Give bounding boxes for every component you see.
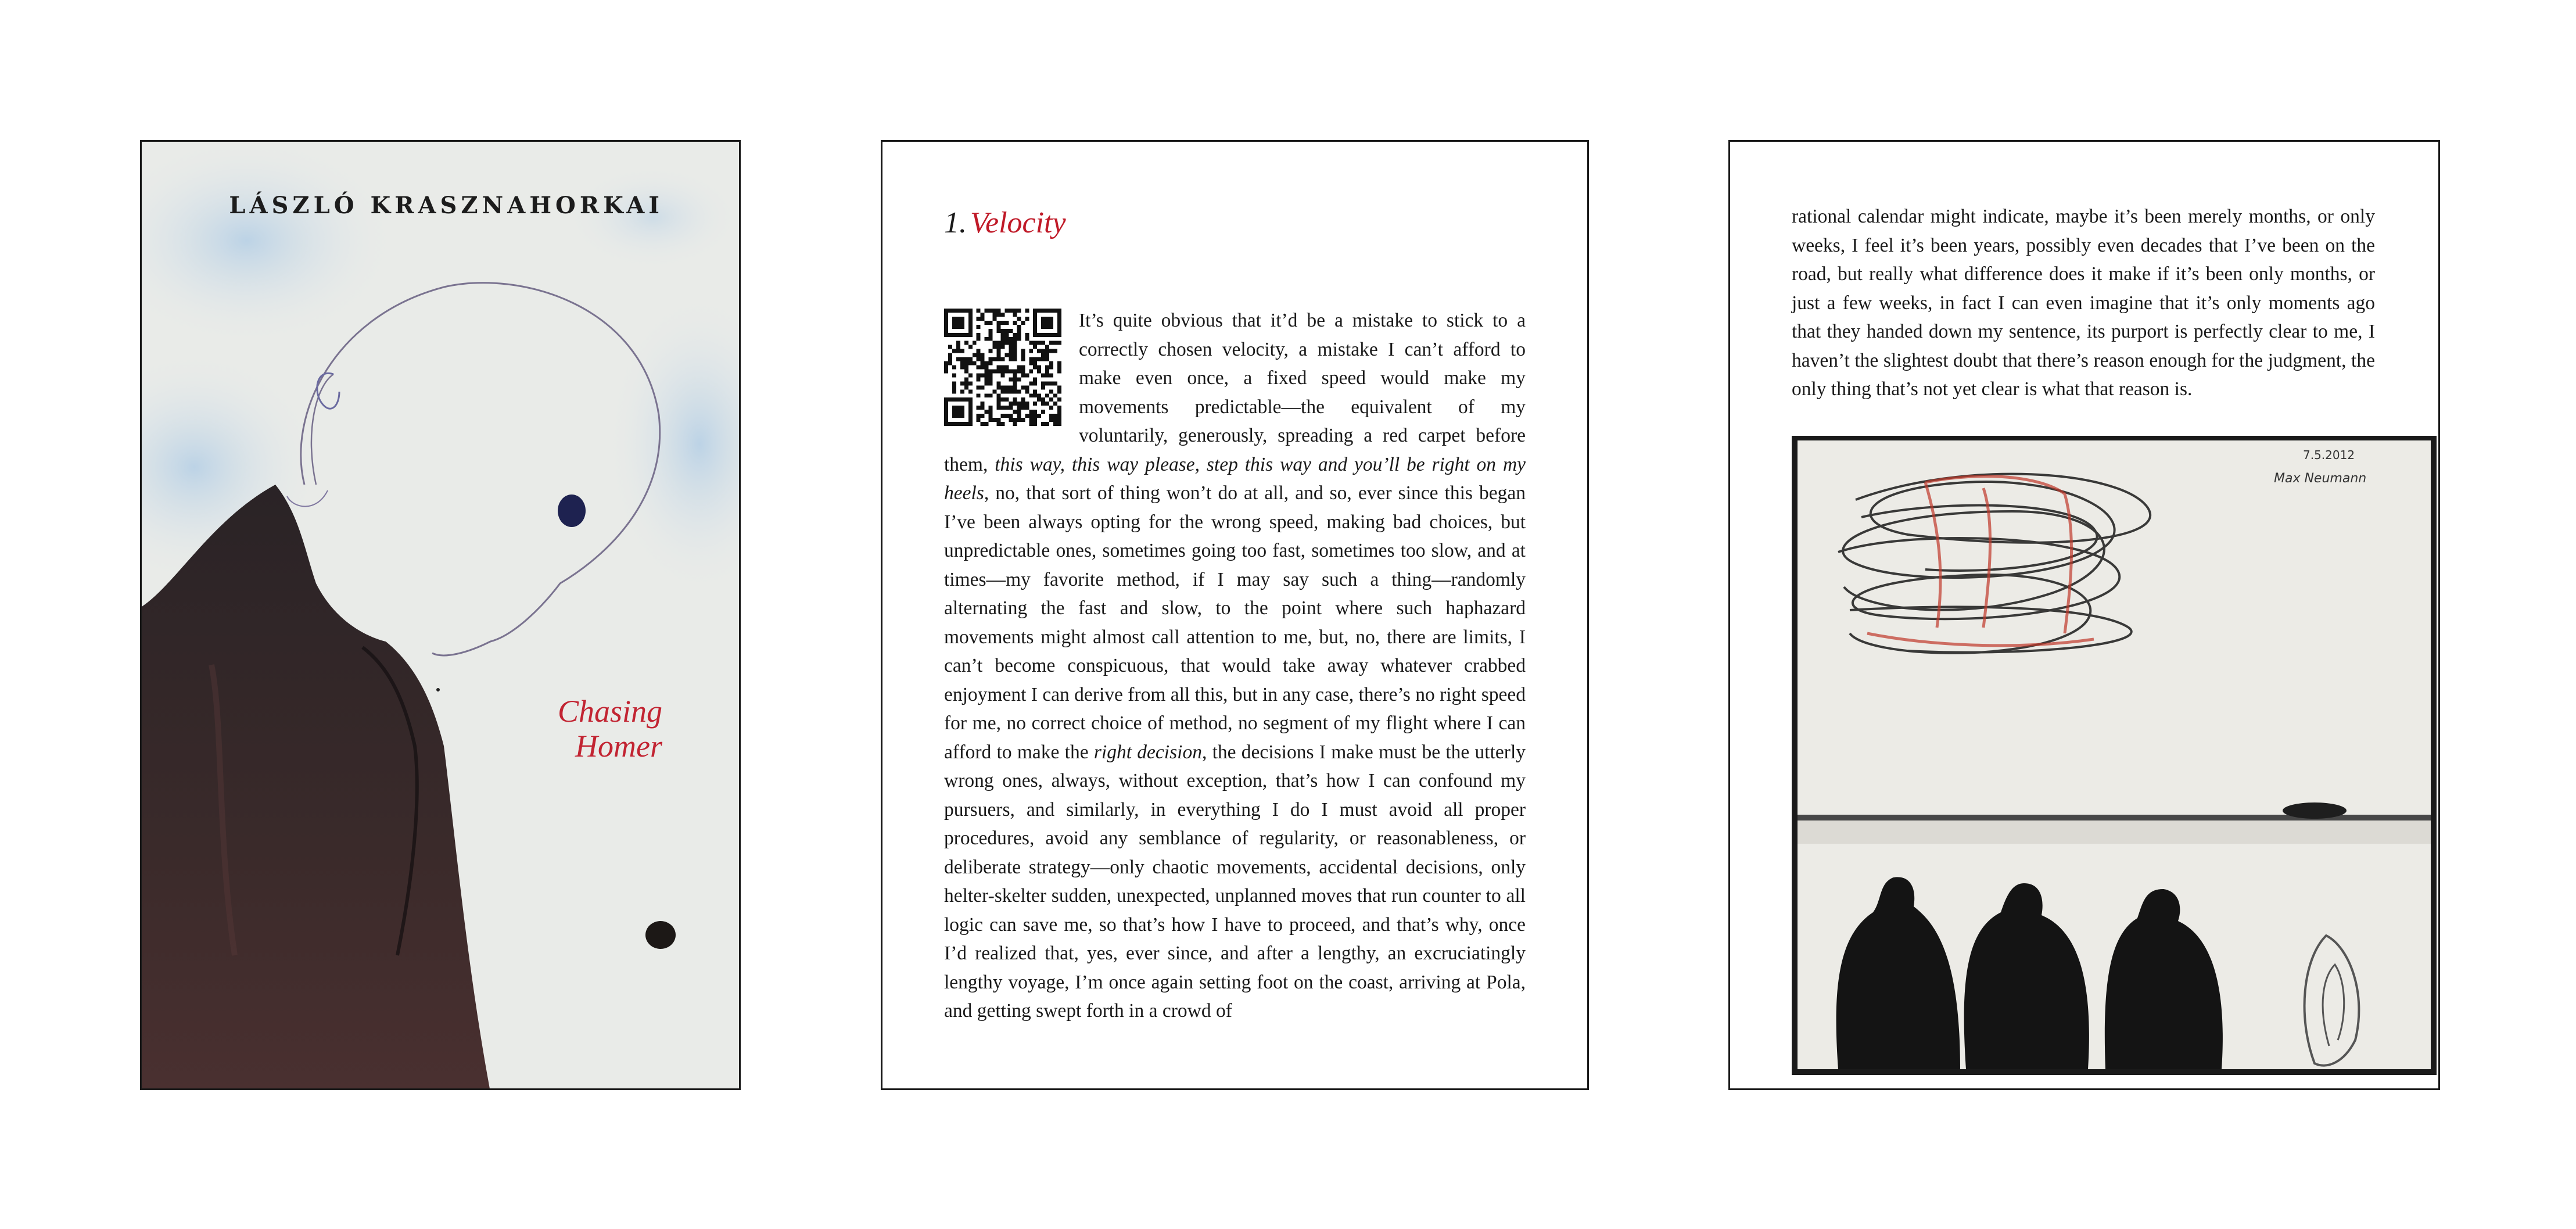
chapter-number: 1.	[944, 206, 967, 239]
artwork-date: 7.5.2012	[2303, 448, 2355, 462]
three-silhouettes	[1836, 877, 2223, 1069]
paragraph-italic-2: right decision	[1093, 741, 1202, 763]
text-page-velocity	[881, 140, 1589, 1090]
chapter-paragraph	[944, 306, 1526, 1026]
paragraph-text-3: , the decisions I make must be the utterly wrong ones, always, without exception, that’s how I can confound my pursuers, and similarly, in everything I do I must avoid all proper procedures, avoid any semblance of regularity, or reasonableness, or deliberate strategy—only chaotic movements, accidental decisions, only helter-skelter sudden, unexpected, unplanned moves that run counter to all logic can save me, so that’s how I have to proceed, and that’s why, once I’d realized that, yes, ever since, and after a lengthy, an excruciatingly lengthy voyage, I’m once again setting foot on the coast, arriving at Pola, and getting swept forth in a crowd of	[944, 741, 1526, 1022]
book-title	[558, 694, 662, 764]
paragraph-italic-1: this way, this way please, step this way and you’ll be right on my heels	[944, 453, 1526, 504]
paragraph-text-2: , no, that sort of thing won’t do at all, and so, ever since this began I’ve been always opting for the wrong speed, making bad choices, but unpredictable ones, sometimes going too fast, sometimes too slow, and at times—my favorite method, if I may say such a thing—randomly alternating the fast and slow, to the point where such haphazard movements might almost call attention to me, but, no, there are limits, I can’t become conspicuous, that would take away whatever crabbed enjoyment I can derive from all this, but in any case, there’s no right speed for me, no correct choice of method, no segment of my flight where I can afford to make the	[944, 482, 1526, 763]
artwork-three-figures	[1792, 436, 2437, 1075]
continuation-paragraph: rational calendar might indicate, maybe it’s been merely months, or only weeks, I feel it’s been years, possibly even decades that I’ve been on the road, but really what difference does it make if it’s been only months, or just a few weeks, in fact I can even imagine that it’s only moments ago that they handed down my sentence, its purport is perfectly clear to me, I haven’t the slightest doubt that there’s reason enough for the judgment, the only thing that’s not yet clear is what that reason is.	[1792, 206, 2375, 400]
chapter-title: Velocity	[970, 206, 1066, 239]
chapter-heading	[944, 206, 1066, 240]
book-title-line-2: Homer	[575, 729, 662, 764]
artwork-signature: Max Neumann	[2274, 471, 2367, 486]
paragraph-text-1: It’s quite obvious that it’d be a mistake to stick to a correctly chosen velocity, a mistake I can’t afford to make even once, a fixed speed would make my movements predictable—the equivalent of my voluntarily, generously, spreading a red carpet before them,	[944, 310, 1526, 475]
text-page-continuation	[1728, 140, 2440, 1090]
book-cover	[140, 140, 741, 1090]
book-title-line-1: Chasing	[557, 694, 662, 729]
cover-illustration	[142, 142, 741, 1090]
author-name: LÁSZLÓ KRASZNAHORKAI	[229, 192, 663, 219]
